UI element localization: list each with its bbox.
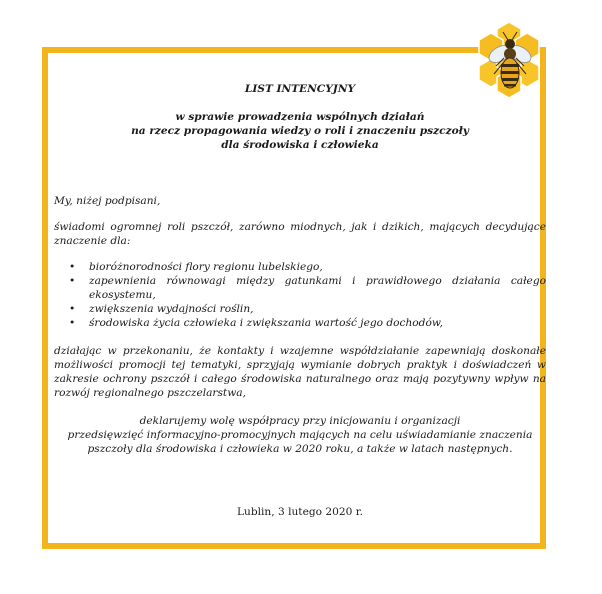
subtitle-line: na rzecz propagowania wiedzy o roli i znaczeniu pszczoły [131,125,469,137]
action-paragraph: działając w przekonaniu, że kontakty i wzajemne współdziałanie zapewniają doskonałe możliwości promocji tej tematyki, sprzyjają wymianie dobrych praktyk i doświadczeń w zakresie ochrony pszczół i całego środowiska naturalnego oraz mają pozytywny wpływ na rozwój regionalnego pszczelarstwa, [54,345,546,399]
letter-subtitle [54,110,546,152]
place-date: Lublin, 3 lutego 2020 r. [237,506,363,518]
declaration [54,414,546,456]
list-item: • zwiększenia wydajności roślin, [89,302,546,316]
declaration-line: pszczoły dla środowiska i człowieka w 2020 roku, a także w latach następnych. [87,443,513,455]
list-item: • środowiska życia człowieka i zwiększania wartość jego dochodów, [89,316,546,330]
greeting: My, niżej podpisani, [54,195,161,207]
intro-paragraph: świadomi ogromnej roli pszczół, zarówno miodnych, jak i dzikich, mających decydujące znaczenie dla: [54,221,546,247]
list-item: • zapewnienia równowagi między gatunkami i prawidłowego działania całego ekosystemu, [89,274,546,302]
letter-body [54,82,546,456]
subtitle-line: w sprawie prowadzenia wspólnych działań [175,111,425,123]
subtitle-line: dla środowiska i człowieka [221,139,379,151]
list-item: • bioróżnorodności flory regionu lubelskiego, [89,260,546,274]
letter-title: LIST INTENCYJNY [244,83,356,95]
declaration-line: przedsięwzięć informacyjno-promocyjnych mających na celu uświadamianie znaczenia [67,429,533,441]
declaration-line: deklarujemy wolę współpracy przy inicjowaniu i organizacji [139,415,461,427]
bullet-list [54,260,546,330]
